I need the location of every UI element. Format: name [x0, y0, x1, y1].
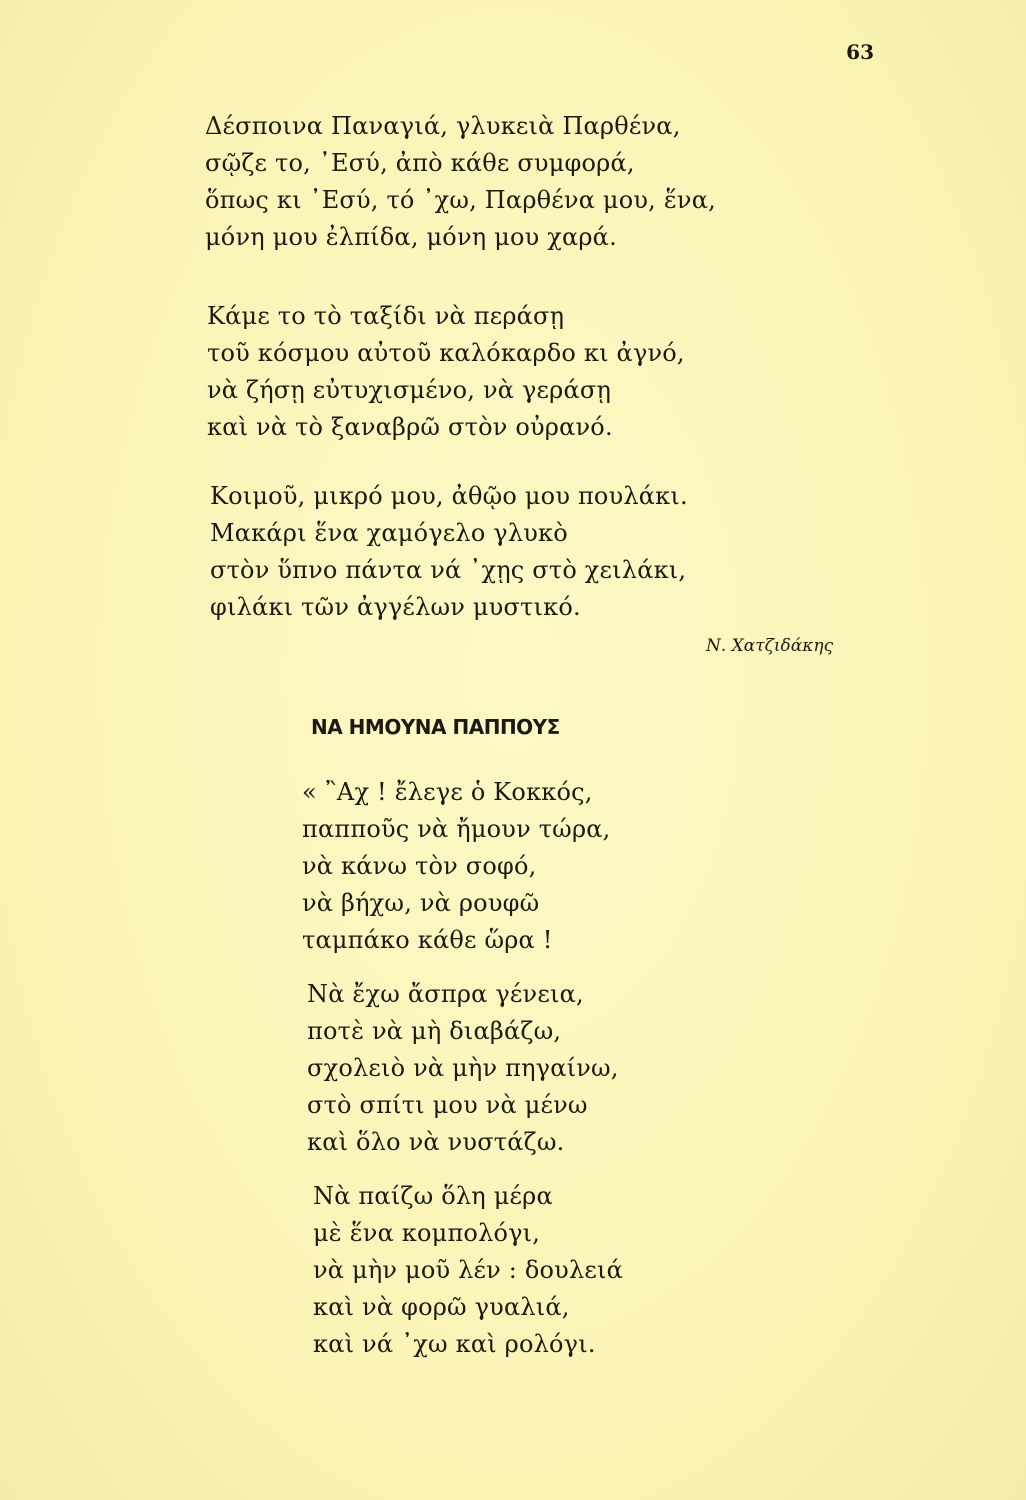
- verse-line: μὲ ἕνα κομπολόγι,: [313, 1219, 541, 1247]
- verse-line: νὰ ζήσῃ εὐτυχισμένο, νὰ γεράσῃ: [207, 376, 612, 404]
- poem2-stanza-2: [307, 976, 619, 1161]
- page-number: 63: [846, 40, 874, 64]
- verse-line: καὶ νά ᾿χω καὶ ρολόγι.: [313, 1330, 596, 1358]
- verse-line: φιλάκι τῶν ἀγγέλων μυστικό.: [210, 593, 581, 621]
- verse-line: Νὰ παίζω ὅλη μέρα: [313, 1182, 553, 1210]
- verse-line: νὰ βήχω, νὰ ρουφῶ: [302, 889, 540, 917]
- verse-line: σῷζε το, ᾿Εσύ, ἀπὸ κάθε συμφορά,: [205, 149, 635, 177]
- poem1-stanza-3: [210, 478, 688, 626]
- verse-line: καὶ ὅλο νὰ νυστάζω.: [307, 1128, 565, 1156]
- verse-line: Μακάρι ἕνα χαμόγελο γλυκὸ: [210, 519, 568, 547]
- verse-line: Δέσποινα Παναγιά, γλυκειὰ Παρθένα,: [205, 112, 681, 140]
- poem1-stanza-1: [205, 108, 716, 256]
- verse-line: ποτὲ νὰ μὴ διαβάζω,: [307, 1017, 562, 1045]
- verse-line: καὶ νὰ τὸ ξαναβρῶ στὸν οὐρανό.: [207, 413, 613, 441]
- verse-line: ταμπάκο κάθε ὥρα !: [302, 926, 553, 954]
- verse-line: παπποῦς νὰ ἤμουν τώρα,: [302, 815, 611, 843]
- poem2-stanza-3: [313, 1178, 623, 1363]
- verse-line: « ῍Αχ ! ἔλεγε ὁ Κοκκός,: [302, 778, 593, 806]
- verse-line: στὸν ὕπνο πάντα νά ᾿χῃς στὸ χειλάκι,: [210, 556, 687, 584]
- verse-line: ὅπως κι ᾿Εσύ, τό ᾿χω, Παρθένα μου, ἕνα,: [205, 186, 716, 214]
- verse-line: σχολειὸ νὰ μὴν πηγαίνω,: [307, 1054, 619, 1082]
- verse-line: νὰ κάνω τὸν σοφό,: [302, 852, 537, 880]
- poem2-title: ΝΑ ΗΜΟΥΝΑ ΠΑΠΠΟΥΣ: [311, 715, 560, 739]
- verse-line: Νὰ ἔχω ἄσπρα γένεια,: [307, 980, 584, 1008]
- verse-line: τοῦ κόσμου αὐτοῦ καλόκαρδο κι ἀγνό,: [207, 339, 685, 367]
- verse-line: Κάμε το τὸ ταξίδι νὰ περάσῃ: [207, 302, 565, 330]
- poem2-stanza-1: [302, 774, 611, 959]
- verse-line: Κοιμοῦ, μικρό μου, ἀθῷο μου πουλάκι.: [210, 482, 688, 510]
- verse-line: νὰ μὴν μοῦ λέν : δουλειά: [313, 1256, 624, 1284]
- poem1-author: Ν. Χατζιδάκης: [706, 636, 834, 656]
- poem1-stanza-2: [207, 298, 685, 446]
- verse-line: μόνη μου ἐλπίδα, μόνη μου χαρά.: [205, 223, 617, 251]
- verse-line: καὶ νὰ φορῶ γυαλιά,: [313, 1293, 570, 1321]
- verse-line: στὸ σπίτι μου νὰ μένω: [307, 1091, 588, 1119]
